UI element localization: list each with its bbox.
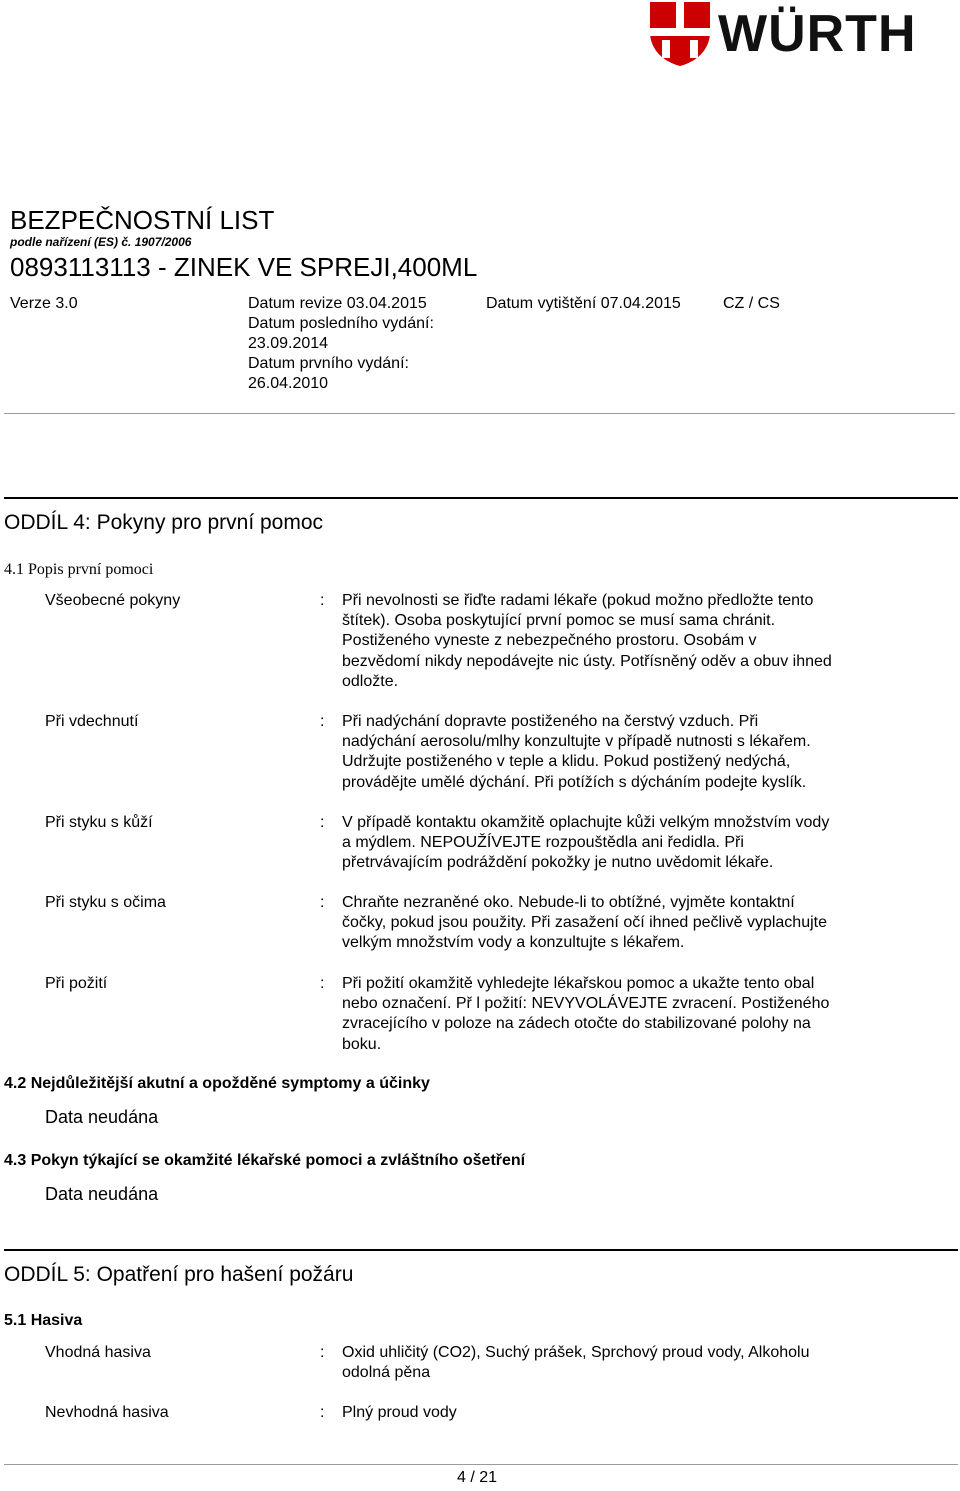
section4-3-text: Data neudána (45, 1184, 159, 1204)
text-line: odložte. (342, 672, 399, 690)
text-line: Oxid uhličitý (CO2), Suchý prášek, Sprchový proud vody, Alkoholu (342, 1344, 810, 1361)
section5-rule (4, 1249, 958, 1251)
row-label-eyes: Při styku s očima (45, 894, 166, 911)
text-line: bezvědomí nikdy nepodávejte nic ústy. Potřísněný oděv a obuv ihned (342, 652, 832, 670)
row-colon: : (320, 975, 325, 992)
row-text-eyes (342, 893, 897, 954)
text-line: přetrvávajícím podráždění pokožky je nutno uvědomit lékaře. (342, 854, 774, 872)
row-text-general (342, 591, 897, 692)
header-divider (4, 413, 955, 414)
first-issue-label: Datum prvního vydání: (248, 355, 409, 372)
locale: CZ / CS (723, 295, 780, 312)
text-line: Při požití okamžitě vyhledejte lékařskou pomoc a ukažte tento obal (342, 975, 815, 992)
row-label-inhalation: Při vdechnutí (45, 713, 139, 730)
text-line: čočky, pokud jsou použity. Při zasažení očí ihned pečlivě vyplachujte (342, 914, 827, 932)
row-colon: : (320, 894, 325, 911)
text-line: a mýdlem. NEPOUŽÍVEJTE rozpouštědla ani ředidla. Při (342, 834, 744, 852)
text-line: odolná pěna (342, 1364, 431, 1382)
row-colon: : (320, 1404, 325, 1421)
row-text-skin (342, 813, 897, 874)
last-issue-date: 23.09.2014 (248, 335, 329, 352)
row-colon: : (320, 592, 325, 609)
regulation-note: podle nařízení (ES) č. 1907/2006 (10, 235, 192, 249)
section5-title: ODDÍL 5: Opatření pro hašení požáru (4, 1263, 354, 1286)
document-title: BEZPEČNOSTNÍ LIST (10, 205, 275, 235)
row-text-unsuitable (342, 1403, 897, 1423)
section4-2-heading: 4.2 Nejdůležitější akutní a opožděné symptomy a účinky (4, 1075, 430, 1092)
text-line: Chraňte nezraněné oko. Nebude-li to obtížné, vyjměte kontaktní (342, 894, 795, 911)
brand-wordmark: WÜRTH (718, 5, 917, 63)
text-line: Plný proud vody (342, 1404, 457, 1421)
text-line: Při nadýchání dopravte postiženého na čerstvý vzduch. Při (342, 713, 759, 730)
row-colon: : (320, 1344, 325, 1361)
product-name: 0893113113 - ZINEK VE SPREJI,400ML (10, 252, 478, 282)
row-text-suitable (342, 1343, 897, 1383)
section5-1-heading: 5.1 Hasiva (4, 1312, 83, 1329)
print-date: Datum vytištění 07.04.2015 (486, 295, 681, 312)
version: Verze 3.0 (10, 295, 78, 312)
section4-rule (4, 497, 958, 499)
row-label-unsuitable: Nevhodná hasiva (45, 1404, 169, 1421)
section4-3-heading: 4.3 Pokyn týkající se okamžité lékařské pomoci a zvláštního ošetření (4, 1152, 526, 1169)
section4-2-text: Data neudána (45, 1107, 159, 1127)
text-line: Postiženého vyneste z nebezpečného prostoru. Osobám v (342, 632, 757, 650)
text-line: štítek). Osoba poskytující první pomoc se musí sama chránit. (342, 612, 776, 630)
row-label-suitable: Vhodná hasiva (45, 1344, 151, 1361)
row-colon: : (320, 814, 325, 831)
row-label-general: Všeobecné pokyny (45, 592, 181, 609)
text-line: provádějte umělé dýchání. Při potížích s dýcháním podejte kyslík. (342, 773, 807, 791)
last-issue-label: Datum posledního vydání: (248, 315, 434, 332)
page-number: 4 / 21 (457, 1469, 498, 1486)
section4-1-heading: 4.1 Popis první pomoci (4, 561, 154, 578)
footer-divider (4, 1464, 958, 1465)
text-line: nebo označení. Př l požití: NEVYVOLÁVEJTE zvracení. Postiženého (342, 995, 830, 1013)
text-line: V případě kontaktu okamžitě oplachujte kůži velkým množstvím vody (342, 814, 830, 831)
text-line: nadýchání aerosolu/mlhy konzultujte v případě nutnosti s lékařem. (342, 733, 811, 751)
text-line: Udržujte postiženého v teple a klidu. Pokud postižený nedýchá, (342, 753, 791, 771)
revision-date: Datum revize 03.04.2015 (248, 295, 427, 312)
row-label-ingestion: Při požití (45, 975, 108, 992)
section4-title: ODDÍL 4: Pokyny pro první pomoc (4, 511, 324, 534)
text-line: velkým množstvím vody a konzultujte s lékařem. (342, 934, 685, 952)
text-line: Při nevolnosti se řiďte radami lékaře (pokud možno předložte tento (342, 592, 814, 609)
row-text-ingestion (342, 974, 897, 1055)
text-line: zvracejícího v poloze na zádech otočte do stabilizované polohy na (342, 1015, 811, 1033)
first-issue-date: 26.04.2010 (248, 375, 329, 392)
row-label-skin: Při styku s kůží (45, 814, 153, 831)
text-line: boku. (342, 1035, 382, 1053)
row-text-inhalation (342, 712, 897, 793)
row-colon: : (320, 713, 325, 730)
